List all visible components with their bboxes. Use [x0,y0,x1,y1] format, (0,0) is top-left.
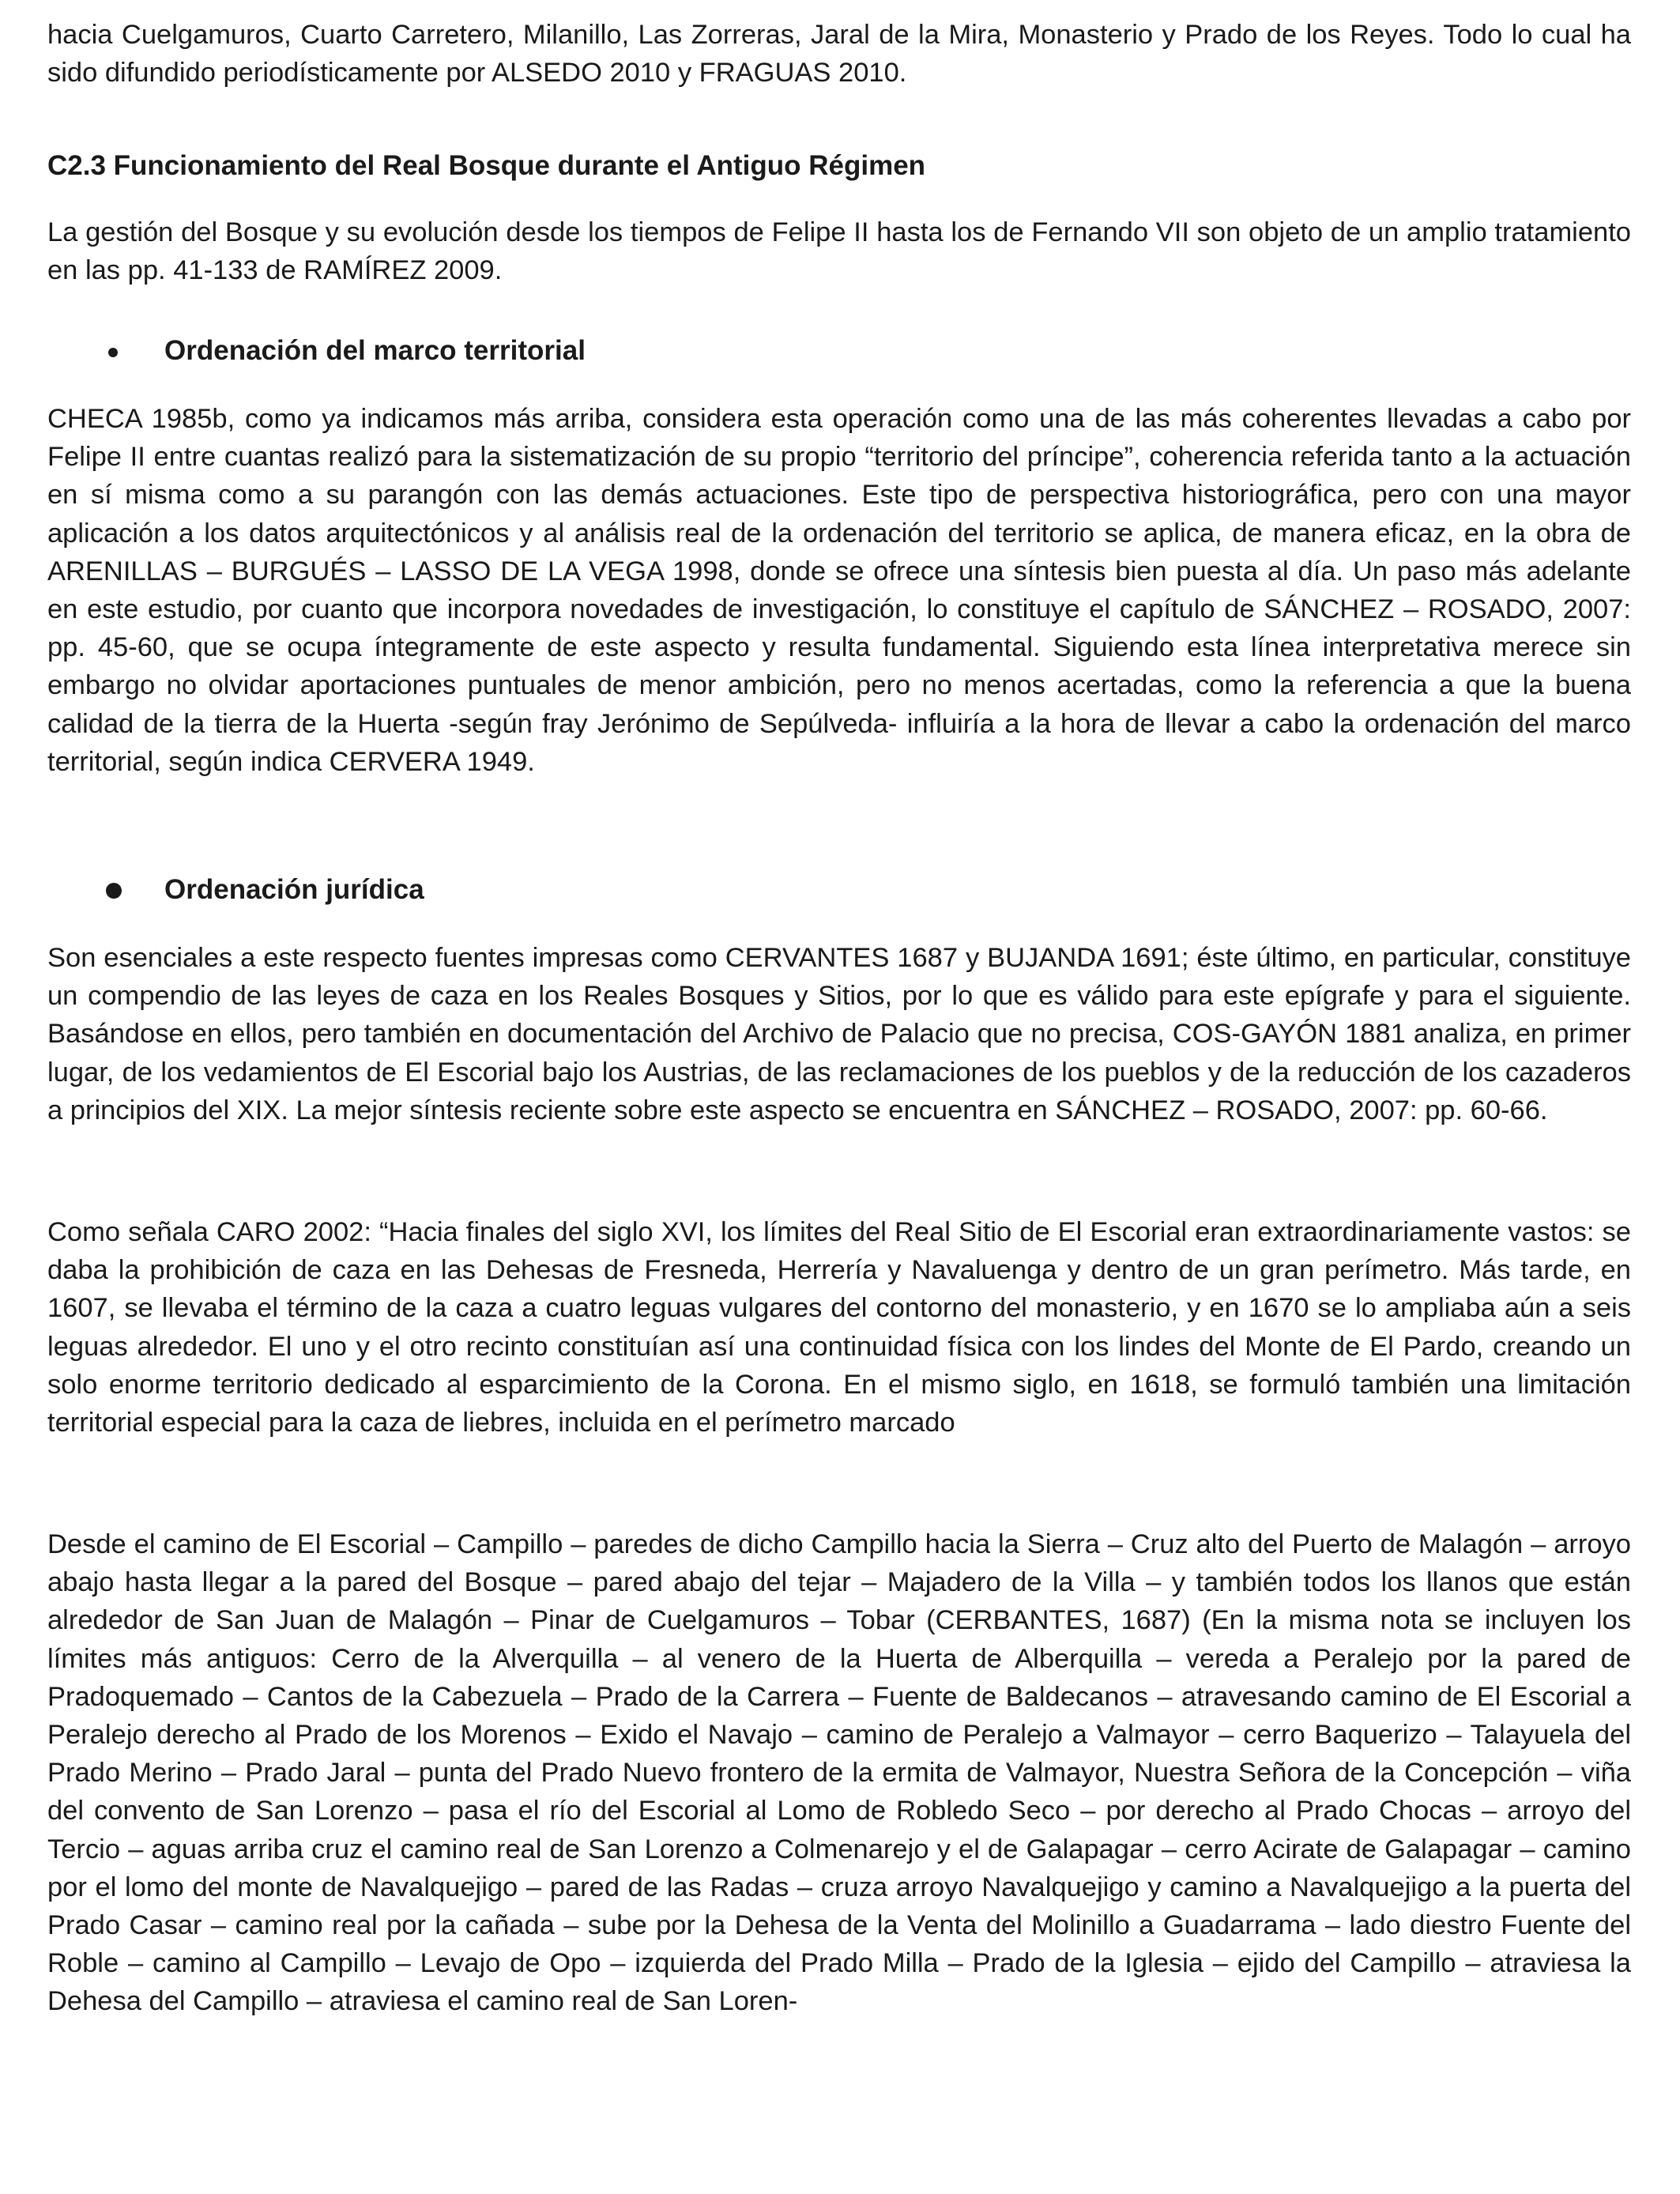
ordenacion-juridica-paragraph-1: Son esenciales a este respecto fuentes impresas como CERVANTES 1687 y BUJANDA 1691; éste último, en particular, constituye un compendio de las leyes de caza en los Reales Bosques y Sitios, por lo que es válido para este epígrafe y para el siguiente. Basándose en ellos, pero también en documentación del Archivo de Palacio que no precisa, COS-GAYÓN 1881 analiza, en primer lugar, de los vedamientos de El Escorial bajo los Austrias, de las reclamaciones de los pueblos y de la reducción de los cazaderos a principios del XIX. La mejor síntesis reciente sobre este aspecto se encuentra en SÁNCHEZ – ROSADO, 2007: pp. 60-66. [47,943,1631,1125]
bullet-dot-icon [108,348,118,357]
marco-territorial-paragraph: CHECA 1985b, como ya indicamos más arriba, considera esta operación como una de las más coherentes llevadas a cabo por Felipe II entre cuantas realizó para la sistematización de su propio “territorio del príncipe”, coherencia referida tanto a la actuación en sí misma como a su parangón con las demás actuaciones. Este tipo de perspectiva historiográfica, pero con una mayor aplicación a los datos arquitectónicos y al análisis real de la ordenación del territorio se aplica, de manera eficaz, en la obra de ARENILLAS – BURGUÉS – LASSO DE LA VEGA 1998, donde se ofrece una síntesis bien puesta al día. Un paso más adelante en este estudio, por cuanto que incorpora novedades de investigación, lo constituye el capítulo de SÁNCHEZ – ROSADO, 2007: pp. 45-60, que se ocupa íntegramente de este aspecto y resulta fundamental. Siguiendo esta línea interpretativa merece sin embargo no olvidar aportaciones puntuales de menor ambición, pero no menos acertadas, como la referencia a que la buena calidad de la tierra de la Huerta -según fray Jerónimo de Sepúlveda- influiría a la hora de llevar a cabo la ordenación del marco territorial, según indica CERVERA 1949. [47,404,1631,777]
ordenacion-juridica-paragraph-2: Como señala CARO 2002: “Hacia finales del siglo XVI, los límites del Real Sitio de El Escorial eran extraordinariamente vastos: se daba la prohibición de caza en las Dehesas de Fresneda, Herrería y Navaluenga y dentro de un gran perímetro. Más tarde, en 1607, se llevaba el término de la caza a cuatro leguas vulgares del contorno del monasterio, y en 1670 se lo ampliaba aún a seis leguas alrededor. El uno y el otro recinto constituían así una continuidad física con los lindes del Monte de El Pardo, creando un solo enorme territorio dedicado al esparcimiento de la Corona. En el mismo siglo, en 1618, se formuló también una limitación territorial especial para la caza de liebres, incluida en el perímetro marcado [47,1217,1631,1438]
ordenacion-juridica-paragraph-3: Desde el camino de El Escorial – Campillo – paredes de dicho Campillo hacia la Sierra – Cruz alto del Puerto de Malagón – arroyo abajo hasta llegar a la pared del Bosque – pared abajo del tejar – Majadero de la Villa – y también todos los llanos que están alrededor de San Juan de Malagón – Pinar de Cuelgamuros – Tobar (CERBANTES, 1687) (En la misma nota se incluyen los límites más antiguos: Cerro de la Alverquilla – al venero de la Huerta de Alberquilla – vereda a Peralejo por la pared de Pradoquemado – Cantos de la Cabezuela – Prado de la Carrera – Fuente de Baldecanos – atravesando camino de El Escorial a Peralejo derecho al Prado de los Morenos – Exido el Navajo – camino de Peralejo a Valmayor – cerro Baquerizo – Talayuela del Prado Merino – Prado Jaral – punta del Prado Nuevo frontero de la ermita de Valmayor, Nuestra Señora de la Concepción – viña del convento de San Lorenzo – pasa el río del Escorial al Lomo de Robledo Seco – por derecho al Prado Chocas – arroyo del Tercio – aguas arriba cruz el camino real de San Lorenzo a Colmenarejo y el de Galapagar – cerro Acirate de Galapagar – camino por el lomo del monte de Navalquejigo – pared de las Radas – cruza arroyo Navalquejigo y camino a Navalquejigo a la puerta del Prado Casar – camino real por la cañada – sube por la Dehesa de la Venta del Molinillo a Guadarrama – lado diestro Fuente del Roble – camino al Campillo – Levajo de Opo – izquierda del Prado Milla – Prado de la Iglesia – ejido del Campillo – atraviesa la Dehesa del Campillo – atraviesa el camino real de San Loren- [47,1529,1631,2017]
section-intro-paragraph: La gestión del Bosque y su evolución desde los tiempos de Felipe II hasta los de Fernando VII son objeto de un amplio tratamiento en las pp. 41-133 de RAMÍREZ 2009. [47,217,1631,286]
bullet-item-ordenacion-juridica [0,871,1680,909]
bullet-label: Ordenación del marco territorial [164,335,586,366]
bullet-label: Ordenación jurídica [164,874,424,905]
bullet-item-marco-territorial [0,332,1680,370]
intro-paragraph: hacia Cuelgamuros, Cuarto Carretero, Milanillo, Las Zorreras, Jaral de la Mira, Monasterio y Prado de los Reyes. Todo lo cual ha sido difundido periodísticamente por ALSEDO 2010 y FRAGUAS 2010. [47,20,1631,89]
bullet-dot-icon [106,883,122,899]
section-heading: C2.3 Funcionamiento del Real Bosque durante el Antiguo Régimen [47,150,926,181]
